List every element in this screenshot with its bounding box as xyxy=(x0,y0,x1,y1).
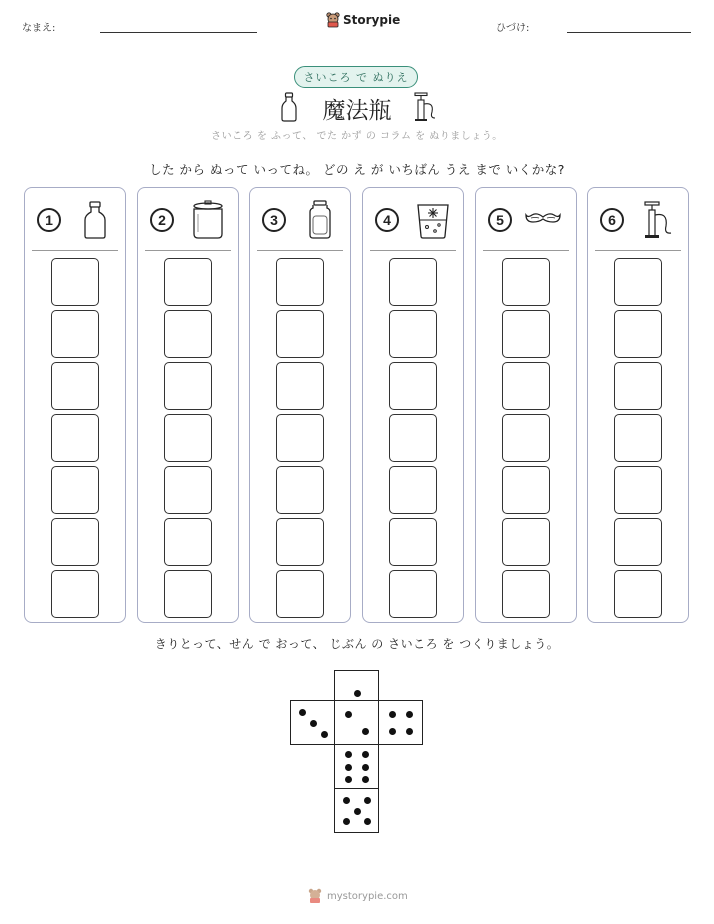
color-cell xyxy=(276,466,324,514)
color-cell xyxy=(276,570,324,618)
mustache-icon xyxy=(522,200,564,240)
date-line xyxy=(567,32,691,33)
column-number: 2 xyxy=(150,208,174,232)
name-line xyxy=(100,32,257,33)
color-cell xyxy=(164,518,212,566)
color-cell xyxy=(276,518,324,566)
dice-pip xyxy=(343,797,350,804)
glass-bottle-icon xyxy=(302,200,338,240)
dice-pip xyxy=(362,776,369,783)
column-number: 3 xyxy=(262,208,286,232)
color-cell xyxy=(614,414,662,462)
dice-face-2 xyxy=(334,700,379,745)
color-cell xyxy=(51,310,99,358)
subtitle: さいころ を ふって、 でた かず の コラム を ぬりましょう。 xyxy=(211,131,503,142)
dice-pip xyxy=(406,711,413,718)
dice-pip xyxy=(362,764,369,771)
color-cell xyxy=(389,414,437,462)
footer-url: mystorypie.com xyxy=(327,890,408,902)
color-cell xyxy=(502,310,550,358)
color-cell xyxy=(502,518,550,566)
color-cell xyxy=(389,570,437,618)
color-cell xyxy=(51,466,99,514)
color-cell xyxy=(502,570,550,618)
column-number: 1 xyxy=(37,208,61,232)
brand-name: Storypie xyxy=(343,13,401,27)
color-cell xyxy=(164,362,212,410)
dice-pip xyxy=(345,764,352,771)
dice-pip xyxy=(310,720,317,727)
column-2 xyxy=(137,187,239,623)
column-divider xyxy=(257,250,343,251)
color-cell xyxy=(164,414,212,462)
color-cell xyxy=(614,466,662,514)
dice-pip xyxy=(321,731,328,738)
dice-pip xyxy=(362,751,369,758)
color-cell xyxy=(51,570,99,618)
activity-badge: さいころ で ぬりえ xyxy=(294,66,418,88)
dice-pip xyxy=(345,751,352,758)
color-cell xyxy=(276,258,324,306)
dice-pip xyxy=(406,728,413,735)
cut-instruction: きりとって、せん で おって、 じぶん の さいころ を つくりましょう。 xyxy=(154,637,560,651)
instruction: した から ぬって いってね。 どの え が いちばん うえ まで いくかな? xyxy=(149,162,565,177)
color-cell xyxy=(164,258,212,306)
column-number: 6 xyxy=(600,208,624,232)
color-cell xyxy=(502,414,550,462)
page-title: 魔法瓶 xyxy=(322,98,392,124)
color-cell xyxy=(164,570,212,618)
color-cell xyxy=(276,310,324,358)
column-4 xyxy=(362,187,464,623)
column-divider xyxy=(483,250,569,251)
color-cell xyxy=(389,362,437,410)
jar-icon xyxy=(190,200,226,240)
color-cell xyxy=(389,310,437,358)
color-cell xyxy=(614,570,662,618)
brand-logo xyxy=(326,12,400,28)
column-number: 5 xyxy=(488,208,512,232)
color-cell xyxy=(51,414,99,462)
color-cell xyxy=(51,518,99,566)
dice-pip xyxy=(389,728,396,735)
color-cell xyxy=(614,310,662,358)
dice-pip xyxy=(354,690,361,697)
bear-icon xyxy=(308,888,322,904)
dice-face-4 xyxy=(378,700,423,745)
color-cell xyxy=(276,362,324,410)
color-cell xyxy=(614,258,662,306)
dice-pip xyxy=(364,818,371,825)
column-3 xyxy=(249,187,351,623)
column-5 xyxy=(475,187,577,623)
color-cell xyxy=(389,466,437,514)
milk-bottle-icon xyxy=(77,200,113,240)
color-cell xyxy=(614,362,662,410)
color-cell xyxy=(389,258,437,306)
dice-pip xyxy=(345,711,352,718)
dice-pip xyxy=(362,728,369,735)
color-cell xyxy=(614,518,662,566)
color-cell xyxy=(389,518,437,566)
dice-pip xyxy=(354,808,361,815)
color-cell xyxy=(51,258,99,306)
dice-pip xyxy=(364,797,371,804)
color-cell xyxy=(502,466,550,514)
color-cell xyxy=(164,466,212,514)
dice-face-3 xyxy=(290,700,335,745)
dice-pip xyxy=(299,709,306,716)
name-label: なまえ: xyxy=(22,23,56,34)
air-pump-icon xyxy=(412,92,438,122)
column-divider xyxy=(145,250,231,251)
dice-face-5 xyxy=(334,788,379,833)
column-divider xyxy=(595,250,681,251)
color-cell xyxy=(164,310,212,358)
column-1 xyxy=(24,187,126,623)
color-cell xyxy=(51,362,99,410)
column-divider xyxy=(32,250,118,251)
dice-face-6 xyxy=(334,744,379,789)
date-label: ひづけ: xyxy=(496,23,530,34)
bear-icon xyxy=(326,12,340,28)
column-divider xyxy=(370,250,456,251)
dice-pip xyxy=(389,711,396,718)
column-number: 4 xyxy=(375,208,399,232)
dice-pip xyxy=(343,818,350,825)
color-cell xyxy=(502,258,550,306)
footer xyxy=(308,888,408,904)
column-6 xyxy=(587,187,689,623)
color-cell xyxy=(276,414,324,462)
air-pump-icon xyxy=(640,200,676,240)
color-cell xyxy=(502,362,550,410)
dice-pip xyxy=(345,776,352,783)
ice-cup-icon xyxy=(415,200,451,240)
